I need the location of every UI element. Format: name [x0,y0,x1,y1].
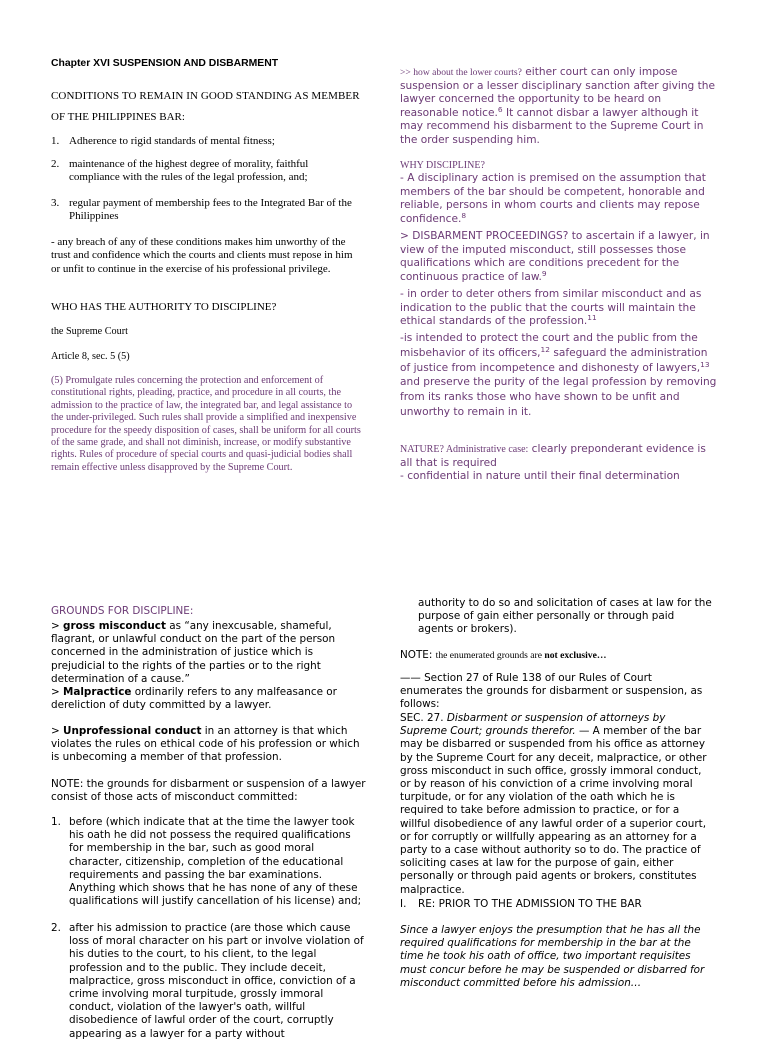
continued-text: authority to do so and solicitation of cases at law for the purpose of gain either personally or through paid agents or brokers). [418,597,712,636]
condition-item: 2. maintenance of the highest degree of morality, faithful compliance with the rules of the legal profession, and; [51,158,369,185]
lower-courts-paragraph: >> how about the lower courts? either court can only impose suspension or a lesser disciplinary sanction after giving the lawyer concerned the opportunity to be heard on reasonable notice.$^6$ It cannot disbar a lawyer although it may recommend his disbarment to the Supreme Court in the order suspending him. [400,66,716,146]
chapter-title: Chapter XVI SUSPENSION AND DISBARMENT [51,58,279,69]
condition-text: regular payment of membership fees to the Integrated Bar of the Philippines [69,197,352,223]
grounds-note: NOTE: the grounds for disbarment or suspension of a lawyer consist of those acts of misconduct committed: [51,778,366,804]
footnote-ref: 12 [540,344,550,354]
authority-question: WHO HAS THE AUTHORITY TO DISCIPLINE? [51,301,277,313]
authority-answer: the Supreme Court [51,326,128,337]
unprofessional-conduct-text: > Unprofessional conduct in an attorney is that which violates the rules on ethical code of his profession or which is unbecoming a member of that profession. [51,725,360,764]
breach-text: - any breach of any of these conditions makes him unworthy of the trust and confidence which the courts and clients must repose in him or unfit to continue in the exercise of his professional privilege. [51,236,353,275]
gross-misconduct-text: > gross misconduct as “any inexcusable, shameful, flagrant, or unlawful conduct on the part of the person concerned in the administration of justice which is prejudicial to the rights of the parties or to the right determination of a cause.” [51,620,336,685]
footnote-ref: 13 [700,359,710,369]
proceedings-text: > DISBARMENT PROCEEDINGS? to ascertain if a lawyer, in view of the imputed misconduct, still possesses those qualifications which are conditions precedent for the continuous practice of law.$^9$ [400,230,710,283]
conditions-heading-2: OF THE PHILIPPINES BAR: [51,111,185,123]
footnote-ref: 11 [587,313,597,323]
not-exclusive-note: NOTE: the enumerated grounds are not exclusive… [400,649,607,661]
prior-admission-text: Since a lawyer enjoys the presumption that he has all the required qualifications for membership in the bar at the time he took his oath of office, two important requisites must concur before he may be suspended or disbarred for misconduct committed before his admission… [400,924,705,989]
nature-question: NATURE? Administrative case: [400,444,529,455]
gross-misconduct-term: gross misconduct [63,620,166,632]
list-item: 2. after his admission to practice (are those which cause loss of moral character on his part or involve violation of his duties to the court, to his client, to the legal profession and to the public. They include deceit, malpractice, gross misconduct in office, conviction of a crime involving moral turpitude, grossly immoral conduct, violation of the lawyer's oath, willful disobedience of lawful order of the court, corruptly appearing as a lawyer for a party without [51,922,364,1040]
lower-courts-question: >> how about the lower courts? [400,67,522,78]
malpractice-term: Malpractice [63,686,132,698]
list-item: 1. before (which indicate that at the time the lawyer took his oath he did not possess the required qualifications for membership in the bar, such as good moral character, citizenship, completion of the educational requirements and passing the bar examinations. Anything which shows that he has none of any of these qualifications will justify cancellation of his license) and; [51,816,362,908]
article-text: (5) Promulgate rules concerning the protection and enforcement of constitutional rights, pleading, practice, and procedure in all courts, the admission to the practice of law, the integrated bar, and legal assistance to the under-privileged. Such rules shall provide a simplified and inexpensive procedure for the speedy disposition of cases, shall be uniform for all courts of the same grade, and shall not diminish, increase, or modify substantive rights. Rules of procedure of special courts and quasi-judicial bodies shall remain effective unless disapproved by the Supreme Court. [51,375,361,473]
protect-text: -is intended to protect the court and the public from the misbehavior of its officers,$^{12}$ safeguard the administration of justice from incompetence and dishonesty of lawyers,$^{13}$ and preserve the purity of the legal profession by removing from its ranks those who have shown to be unfit and unworthy to remain in it. [400,332,717,418]
nature-text: NATURE? Administrative case: clearly preponderant evidence is all that is required [400,443,706,469]
article-reference: Article 8, sec. 5 (5) [51,351,130,362]
condition-text: Adherence to rigid standards of mental fitness; [69,135,275,147]
nature-confidential: - confidential in nature until their final determination [400,470,680,482]
why-answer: - A disciplinary action is premised on the assumption that members of the bar should be competent, honorable and reliable, persons in whom courts and clients may repose confidence.$^8$ [400,172,706,225]
section-27-text: SEC. 27. Disbarment or suspension of attorneys by Supreme Court; grounds therefor. — A member of the bar may be disbarred or suspended from his office as attorney by the Supreme Court for any deceit, malpractice, or other gross misconduct in such office, grossly immoral conduct, or by reason of his conviction of a crime involving moral turpitude, or for any violation of the oath which he is required to take before admission to practice, or for a willful disobedience of any lawful order of a superior court, or for corruptly or willfully appearing as an attorney for a party to a case without authority so to do. The practice of soliciting cases at law for the purpose of gain, either personally or through paid agents or brokers, constitutes malpractice. [400,712,707,896]
malpractice-text: > Malpractice ordinarily refers to any malfeasance or dereliction of duty committed by a lawyer. [51,686,337,712]
section-27-title: Disbarment or suspension of attorneys by Supreme Court; grounds therefor. [400,712,666,738]
condition-item: 1. Adherence to rigid standards of mental fitness; [51,135,275,147]
conditions-heading-1: CONDITIONS TO REMAIN IN GOOD STANDING AS MEMBER [51,90,360,102]
condition-item: 3. regular payment of membership fees to the Integrated Bar of the Philippines [51,197,369,224]
section-27-intro: —— Section 27 of Rule 138 of our Rules of Court enumerates the grounds for disbarment or suspension, as follows: [400,672,703,711]
deter-text: - in order to deter others from similar misconduct and as indication to the public that the courts will maintain the ethical standards of the profession.$^{11}$ [400,288,702,328]
condition-text: maintenance of the highest degree of morality, faithful compliance with the rules of the legal profession, and; [69,158,309,184]
unprofessional-conduct-term: Unprofessional conduct [63,725,202,737]
grounds-heading: GROUNDS FOR DISCIPLINE: [51,605,194,617]
re-heading: I. RE: PRIOR TO THE ADMISSION TO THE BAR [400,898,642,910]
why-question: WHY DISCIPLINE? [400,160,485,171]
footnote-ref: 8 [461,210,467,220]
footnote-ref: 9 [541,268,547,278]
footnote-ref: 6 [497,104,503,114]
